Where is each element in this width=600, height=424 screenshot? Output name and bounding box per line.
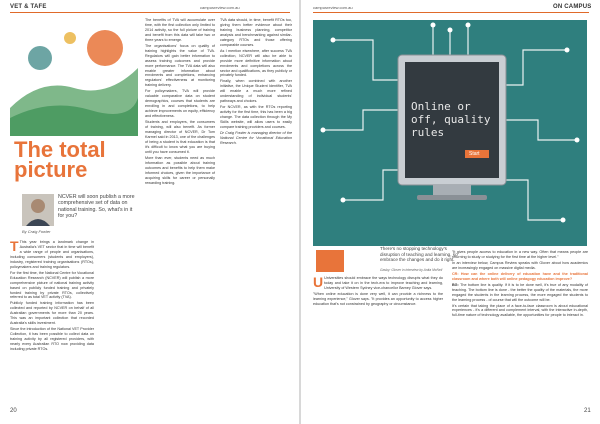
start-label: Start [469, 151, 480, 157]
hero-illustration [313, 20, 587, 246]
paragraph: The organisations' focus on quality of training highlights the value of TVA. Regulators will gain better information to assess training outcomes and provide more performance. The TVA data will also enable greater information about enrolments and completions, enhancing regulators' effectiveness at monitoring training delivery. [145, 43, 215, 88]
standfirst: NCVER will soon publish a more comprehensive set of data on national training. So, what's in it for you? [58, 194, 135, 220]
paragraph: For NCVER, as with the RTOs reporting activity for the first time, this has been a big change. The data collection through the My Skills website, will allow users to easily compare training providers and courses. [220, 105, 292, 130]
paragraph: For policymakers, TVA will provide valuable comparative data on student demographics, courses that students are enrolling in and completions, to help achieve improvements on equity, efficiency and effectiveness. [145, 89, 215, 119]
paragraph: Finally, when combined with another initiative, the Unique Student Identifier, TVA will enable a much more refined understanding of individual students' pathways and choices. [220, 79, 292, 104]
drop-cap: T [10, 240, 19, 254]
paragraph: "When online education is done very well, it can provide a richness to the learning experience," Glover says. "It provides an opportunity to access higher education that's not constrained by geography or circumstance. [313, 291, 443, 306]
paragraph: Publicly funded training information has been collected and reported by NCVER on behalf of all Australian governments for more than 20 years. This was an important collection that recorded Australia's skills investment. [10, 301, 94, 326]
right-column-2 [452, 250, 588, 406]
article-title: The total picture [14, 137, 106, 182]
paragraph: Universities should embrace the ways technology disrupts what they do today and take it on in the tech-era to improve teaching and learning, University of Western Sydney vice-chancellor Barney Glover says. [324, 276, 443, 290]
paragraph: In an interview below, Campus Review speaks with Glover about how academics are increasingly engaged on massive digital media. [452, 260, 588, 270]
paragraph: "It gives people access to education in a new way. Often that means people are returning to study or studying for the first time at the higher level." [452, 250, 588, 259]
section-label: VET & TAFE [10, 4, 47, 10]
drop-cap: U [313, 276, 324, 290]
paragraph: The benefits of TVA will accumulate over time, with the first collection only limited to 2014 activity, so the full picture of training and benefit from this data will take two or three years to emerge. [145, 18, 215, 42]
site-url: campusreview.com.au [313, 5, 353, 10]
interview-answer: It's certain that taking the place of a face-to-face classroom is about educational experiences - it's a different and complement interval, with the interactive in-depth, full-time nature of technology available, the opportunities for people to interact in. [452, 303, 588, 318]
interview-answer: The bottom line is quality. If it is to be done well, it's true of any modality of teaching. The bottom line is done - the better the quality of the materials, the more engaged the students in the learning process, the more engaged the students to the learning process - of course that will the outcome will be. [452, 282, 588, 302]
pull-quote: There's no stopping technology's disruption of teaching and learning, so embrace the changes and do it right. [380, 246, 458, 263]
pull-quote-accent [316, 250, 344, 272]
paragraph: Since the introduction of the National VET Provider Collection, it has been possible to collect data on training activity by all registered providers, with nearly every Australian RTO now providing data including private RTOs. [10, 327, 94, 352]
screen-text: Online or off, quality rules [411, 100, 491, 139]
paragraph: TVA data should, in time, benefit RTOs too, giving them better evidence about their training business planning, competitor analysis and benchmarking against similar-category RTOs and those offering comparable courses. [220, 18, 292, 47]
left-column-2 [145, 18, 215, 404]
hero-graphic [10, 18, 138, 136]
interview-question: CR: How can the online delivery of education have and the traditional classroom and where both will online pedagogy education improve? [452, 271, 588, 281]
author-portrait [22, 194, 54, 226]
section-label: ON CAMPUS [553, 4, 592, 10]
paragraph: Students and employers, the consumers of training, will also benefit. As former managing director of NCVER, Dr Tom Karmel said in 2013, one of the challenges of being a student is that education is that it's difficult to know what you are buying until you have consumed it. [145, 120, 215, 154]
right-column-1 [313, 276, 443, 406]
byline: By Craig Fowler [22, 229, 51, 234]
left-column-1 [10, 240, 94, 404]
header-rule [10, 12, 290, 13]
page-number: 20 [10, 408, 17, 414]
abstract-shapes-graphic [10, 18, 138, 136]
site-url: campusreview.com.au [200, 5, 240, 10]
author-note: Dr Craig Fowler is managing director of the National Centre for Vocational Education Research. [220, 130, 292, 145]
image-caption: Gasby: Glover in interview by Anita McNeil [380, 268, 443, 272]
header-rule [313, 12, 589, 13]
answer-label: BG: [452, 282, 459, 287]
paragraph: For the first time, the National Centre for Vocational Education Research (NCVER) will publish a more comprehensive picture of national training activity based on publicly funded training and privately funded training by private RTOs, collectively referred to as total VET activity (TVA). [10, 270, 94, 300]
page-number: 21 [584, 408, 591, 414]
left-column-3 [220, 18, 292, 404]
paragraph: More than ever, students need as much information as possible about training outcomes and benefits to help them make informed choices, given the importance of acquiring skills for career or personally rewarding training. [145, 155, 215, 185]
left-page [0, 0, 299, 424]
paragraph: As I mention elsewhere, after success TVA collection, NCVER will also be able to provide more definitive information about enrolments and completions across the sector and qualifications, as they publicly or privately funded. [220, 48, 292, 78]
paragraph: This year brings a landmark change in Australia's VET sector that in time will benefit a wide range of people and organisations, including consumers (students and employers), industry, registered training organisations (RTOs), policymakers and training regulators. [10, 240, 94, 269]
